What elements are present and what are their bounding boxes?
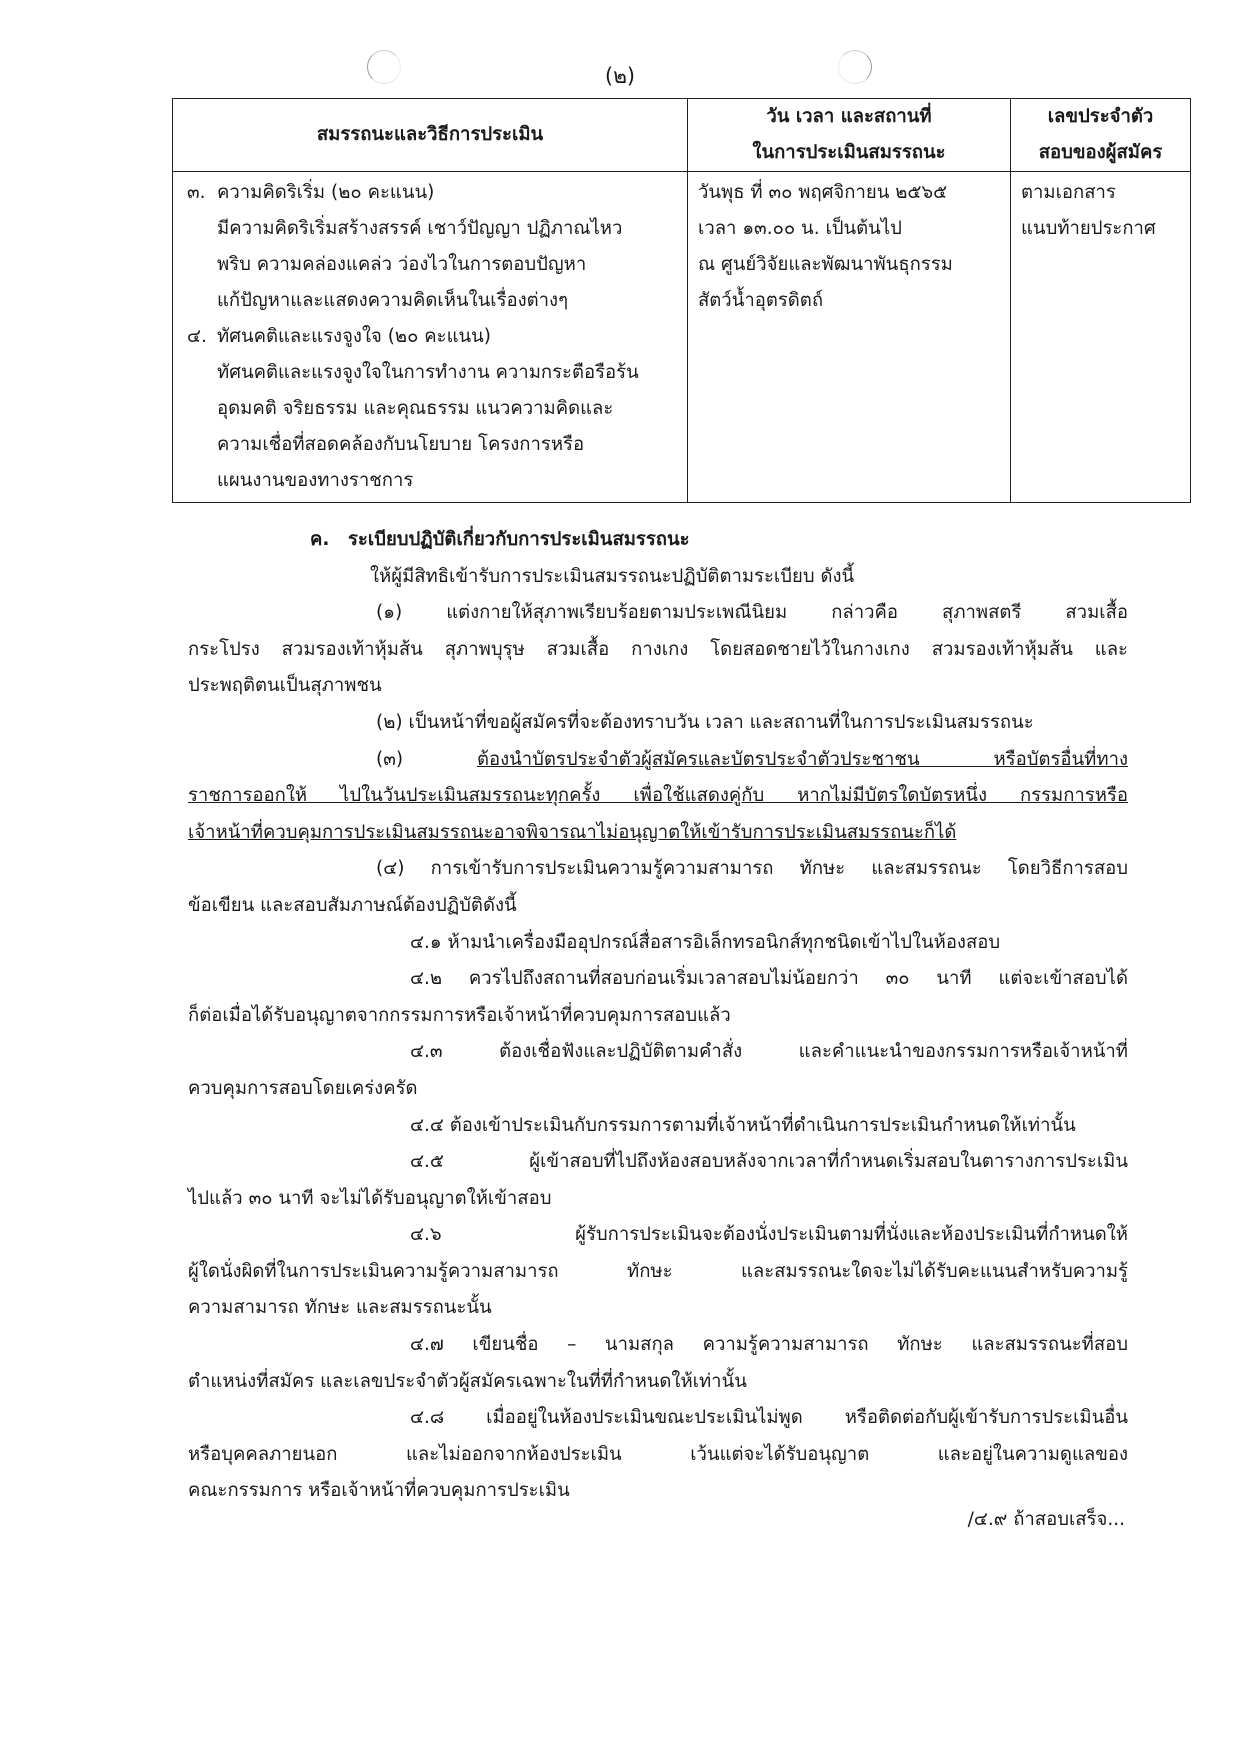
sub-rule-4-6-cont: ความสามารถ ทักษะ และสมรรถนะนั้น — [188, 1297, 492, 1319]
competency-item-line: ความเชื่อที่สอดคล้องกับนโยบาย โครงการหรือ — [217, 434, 585, 455]
sub-rule-4-1: ๔.๑ ห้ามนำเครื่องมืออุปกรณ์สื่อสารอิเล็กทรอนิกส์ทุกชนิดเข้าไปในห้องสอบ — [410, 931, 1001, 953]
competency-item-title: ๓. ความคิดริเริ่ม (๒๐ คะแนน) — [187, 182, 435, 203]
table-header-row — [173, 99, 1191, 172]
competency-item-line: ทัศนคติและแรงจูงใจในการทำงาน ความกระตือรือร้น — [217, 362, 639, 383]
sub-rule-4-3: ๔.๓ ต้องเชื่อฟังและปฏิบัติตามคำสั่ง และคำแนะนำของกรรมการหรือเจ้าหน้าที่ — [410, 1041, 1128, 1063]
sub-rule-4-6: ๔.๖ ผู้รับการประเมินจะต้องนั่งประเมินตามที่นั่งและห้องประเมินที่กำหนดให้ — [410, 1224, 1128, 1246]
header-schedule: วัน เวลา และสถานที่ ในการประเมินสมรรถนะ — [688, 99, 1011, 172]
sub-rule-4-7: ๔.๗ เขียนชื่อ – นามสกุล ความรู้ความสามารถ ทักษะ และสมรรถนะที่สอบ — [410, 1334, 1128, 1356]
rule-3-cont: ราชการออกให้ ไปในวันประเมินสมรรถนะทุกครั้ง เพื่อใช้แสดงคู่กับ หากไม่มีบัตรใดบัตรหนึ่ง กรรมการหรือ — [188, 785, 1128, 807]
rule-1-cont: กระโปรง สวมรองเท้าหุ้มส้น สุภาพบุรุษ สวมเสื้อ กางเกง โดยสอดชายไว้ในกางเกง สวมรองเท้าหุ้มส้น และ — [188, 638, 1128, 660]
rule-3-cont: เจ้าหน้าที่ควบคุมการประเมินสมรรถนะอาจพิจารณาไม่อนุญาตให้เข้ารับการประเมินสมรรถนะก็ได้ — [188, 821, 957, 843]
competency-item-line: อุดมคติ จริยธรรม และคุณธรรม แนวความคิดและ — [217, 398, 614, 419]
schedule-cell: วันพุธ ที่ ๓๐ พฤศจิกายน ๒๕๖๕ เวลา ๑๓.๐๐ น. เป็นต้นไป ณ ศูนย์วิจัยและพัฒนาพันธุกรรม สัตว์น้ำอุตรดิตถ์ — [688, 172, 1011, 503]
rule-1: (๑) แต่งกายให้สุภาพเรียบร้อยตามประเพณีนิยม กล่าวคือ สุภาพสตรี สวมเสื้อ — [376, 602, 1128, 624]
candidate-id-cell: ตามเอกสาร แนบท้ายประกาศ — [1011, 172, 1191, 503]
sub-rule-4-2-cont: ก็ต่อเมื่อได้รับอนุญาตจากกรรมการหรือเจ้าหน้าที่ควบคุมการสอบแล้ว — [188, 1004, 731, 1026]
competency-item-line: มีความคิดริเริ่มสร้างสรรค์ เชาว์ปัญญา ปฏิภาณไหว — [217, 218, 623, 239]
competency-item-line: แก้ปัญหาและแสดงความคิดเห็นในเรื่องต่างๆ — [217, 290, 569, 311]
competency-item-title: ๔. ทัศนคติและแรงจูงใจ (๒๐ คะแนน) — [187, 326, 492, 347]
competency-item-line: พริบ ความคล่องแคล่ว ว่องไวในการตอบปัญหา — [217, 254, 587, 275]
sub-rule-4-2: ๔.๒ ควรไปถึงสถานที่สอบก่อนเริ่มเวลาสอบไม่น้อยกว่า ๓๐ นาที แต่จะเข้าสอบได้ — [410, 968, 1128, 990]
competency-table — [172, 98, 1191, 503]
sub-rule-4-8: ๔.๘ เมื่ออยู่ในห้องประเมินขณะประเมินไม่พูด หรือติดต่อกับผู้เข้ารับการประเมินอื่น — [410, 1407, 1128, 1429]
sub-rule-4-4: ๔.๔ ต้องเข้าประเมินกับกรรมการตามที่เจ้าหน้าที่ดำเนินการประเมินกำหนดให้เท่านั้น — [410, 1114, 1076, 1136]
sub-rule-4-5: ๔.๕ ผู้เข้าสอบที่ไปถึงห้องสอบหลังจากเวลาที่กำหนดเริ่มสอบในตารางการประเมิน — [410, 1151, 1128, 1173]
competency-item-line: แผนงานของทางราชการ — [217, 470, 414, 491]
rule-1-cont: ประพฤติตนเป็นสุภาพชน — [188, 675, 382, 697]
sub-rule-4-8-cont: คณะกรรมการ หรือเจ้าหน้าที่ควบคุมการประเมิน — [188, 1480, 570, 1502]
table-row — [173, 172, 1191, 503]
sub-rule-4-5-cont: ไปแล้ว ๓๐ นาที จะไม่ได้รับอนุญาตให้เข้าสอบ — [188, 1187, 552, 1209]
sub-rule-4-6-cont: ผู้ใดนั่งผิดที่ในการประเมินความรู้ความสามารถ ทักษะ และสมรรถนะใดจะไม่ได้รับคะแนนสำหรับความรู้ — [188, 1260, 1128, 1282]
sub-rule-4-3-cont: ควบคุมการสอบโดยเคร่งครัด — [188, 1077, 418, 1099]
rule-4-cont: ข้อเขียน และสอบสัมภาษณ์ต้องปฏิบัติดังนี้ — [188, 894, 517, 916]
rule-2: (๒) เป็นหน้าที่ขอผู้สมัครที่จะต้องทราบวัน เวลา และสถานที่ในการประเมินสมรรถนะ — [376, 711, 1034, 733]
regulations-section — [188, 522, 1128, 1510]
header-candidate-id: เลขประจำตัว สอบของผู้สมัคร — [1011, 99, 1191, 172]
section-heading: ค. ระเบียบปฏิบัติเกี่ยวกับการประเมินสมรรถนะ — [310, 529, 690, 550]
header-competency: สมรรถนะและวิธีการประเมิน — [173, 99, 688, 172]
competency-cell — [173, 172, 688, 503]
section-intro: ให้ผู้มีสิทธิเข้ารับการประเมินสมรรถนะปฏิบัติตามระเบียบ ดังนี้ — [370, 565, 855, 587]
sub-rule-4-8-cont: หรือบุคคลภายนอก และไม่ออกจากห้องประเมิน เว้นแต่จะได้รับอนุญาต และอยู่ในความดูแลของ — [188, 1443, 1128, 1465]
continuation-note: /๔.๙ ถ้าสอบเสร็จ... — [967, 1509, 1125, 1530]
rule-4: (๔) การเข้ารับการประเมินความรู้ความสามารถ ทักษะ และสมรรถนะ โดยวิธีการสอบ — [376, 858, 1128, 880]
sub-rule-4-7-cont: ตำแหน่งที่สมัคร และเลขประจำตัวผู้สมัครเฉพาะในที่ที่กำหนดให้เท่านั้น — [188, 1370, 747, 1392]
rule-3: (๓) ต้องนำบัตรประจำตัวผู้สมัครและบัตรประจำตัวประชาชน หรือบัตรอื่นที่ทาง — [376, 748, 1128, 770]
page-number: (๒) — [604, 64, 636, 88]
